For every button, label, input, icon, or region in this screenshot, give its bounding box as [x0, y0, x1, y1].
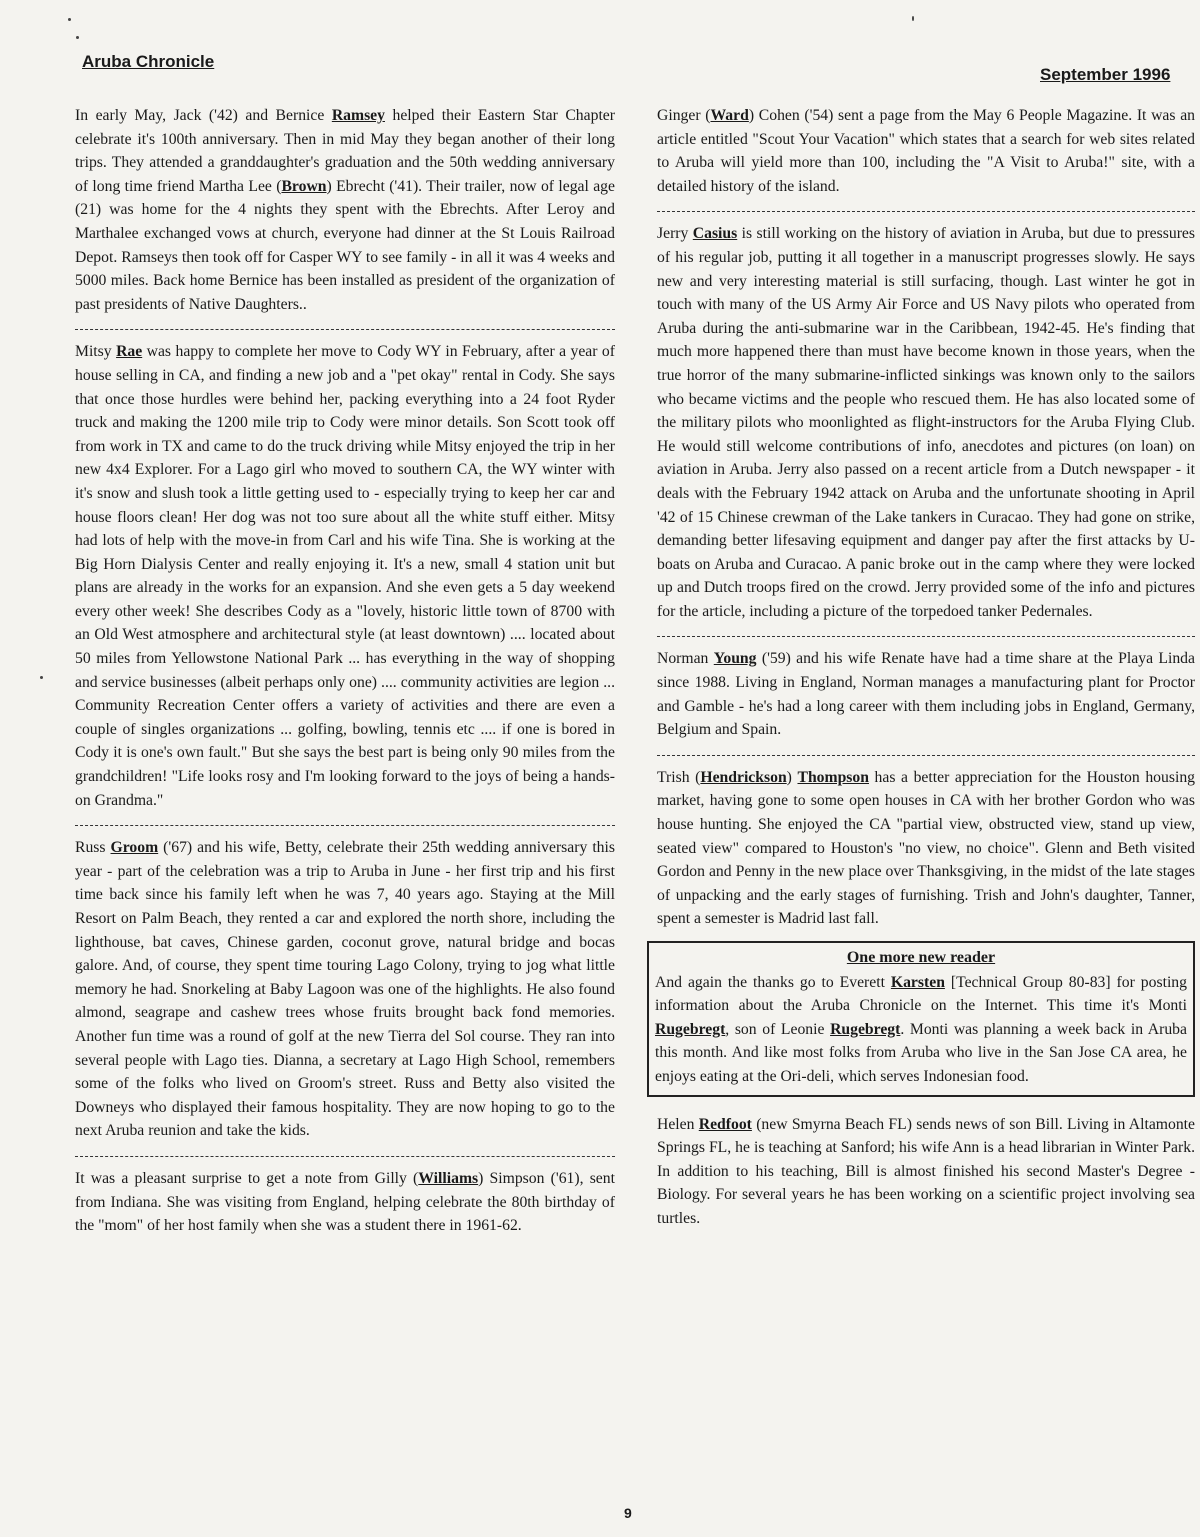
surname: Young	[713, 650, 757, 668]
paragraph-text: was happy to complete her move to Cody WY in February, after a year of house selling in CA, and finding a new job and a "pet okay" rental in Cody. She says that once those hurdles were behind her, packing everything into a 24 foot Ryder truck and making the 1200 mile trip to Cody were minor details. Son Scott took off from work in TX and came to do the truck driving while Mitsy enjoyed the trip in her new 4x4 Explorer. For a Lago girl who moved to southern CA, the WY winter with it's snow and slush took a little getting used to - especially trying to keep her car and house floors clean! Her dog was not too sure about all the white stuff either. Mitsy had lots of help with the move-in from Carl and his wife Tina. She is working at the Big Horn Dialysis Center and really enjoying it. It's a new, small 4 station unit but plans are already in the works for an expansion. And she even gets a 5 day weekend every other week! She describes Cody as a "lovely, historic little town of 8700 with an Old West atmosphere and architectural style (at least downtown) .... located about 50 miles from Yellowstone National Park ... has everything in the way of shopping and service businesses (albeit perhaps only one) .... community activities are legion ... Community Recreation Center offers a variety of activities and there are even a couple of singles organizations ... golfing, bowling, tennis etc .... if one is bored in Cody it is one's own fault." But she says the best part is being only 90 miles from the grandchildren! "Life looks rosy and I'm looking forward to the joys of being a hands-on Grandma."	[75, 343, 615, 809]
paragraph-text: )	[786, 768, 798, 786]
paragraph-text: (new Smyrna Beach FL) sends news of son Bill. Living in Altamonte Springs FL, he is teaching at Sanford; his wife Ann is a head librarian in Winter Park. In addition to his teaching, Bill is almost finished his second Master's Degree - Biology. For several years he has been working on a scientific project involving sea turtles.	[657, 1115, 1195, 1227]
box-title: One more new reader	[846, 949, 996, 966]
paragraph-text: ('59) and his wife Renate have had a time share at the Playa Linda since 1988. Living in England, Norman manages a manufacturing plant for Proctor and Gamble - he's had a long career with them including jobs in England, Germany, Belgium and Spain.	[657, 650, 1195, 739]
paragraph-text: Helen	[657, 1115, 699, 1133]
surname: Thompson	[797, 768, 869, 786]
article-young	[657, 647, 1195, 741]
article-casius	[657, 222, 1195, 623]
paragraph-text: . Monti was planning a week back in Aruba this month. And like most folks from Aruba who live in the San Jose CA area, he enjoys eating at the Ori-deli, which serves Indonesian food.	[655, 1020, 1187, 1085]
paragraph-text: is still working on the history of aviation in Aruba, but due to pressures of his regular job, putting it all together in a manuscript progresses slowly. He says new and very interesting material is still surfacing, though. Last winter he got in touch with many of the US Army Air Force and US Navy pilots who operated from Aruba during the anti-submarine war in the Caribbean, 1942-45. He's finding that much more happened there than must have become known in those years, when the true horror of the many submarine-inflicted sinkings was known only to the sailors who became victims and the people who rescued them. He has also located some of the military pilots who moonlighted as flight-instructors for the Aruba Flying Club. He would still welcome contributions of info, anecdotes and pictures (on loan) on aviation in Aruba. Jerry also passed on a recent article from a Dutch newspaper - it deals with the February 1942 attack on Aruba and the unfortunate shooting in April '42 of 15 Chinese crewman of the Lake tankers in Curacao. They had gone on strike, demanding better lifesaving equipment and danger pay after the first attacks by U-boats on Aruba and Curacao. A panic broke out in the camp where they were locked up and Dutch troops fired on the crowd. Jerry provided some of the info and pictures for the article, including a picture of the torpedoed tanker Pedernales.	[657, 225, 1195, 620]
article-groom	[75, 836, 615, 1143]
scan-speck	[76, 36, 79, 39]
new-reader-box	[647, 941, 1195, 1097]
surname: Rugebregt	[655, 1020, 726, 1038]
newsletter-title: Aruba Chronicle	[82, 52, 215, 71]
paragraph-text: Trish (	[657, 768, 701, 786]
surname: Rae	[116, 343, 143, 361]
article-ramsey	[75, 104, 615, 316]
article-redfoot	[657, 1113, 1195, 1231]
scan-speck	[68, 18, 71, 21]
dashed-divider	[657, 636, 1195, 637]
surname: Hendrickson	[700, 768, 787, 786]
article-thompson	[657, 766, 1195, 931]
paragraph-text: Ginger (	[657, 107, 711, 124]
paragraph-text: In early May, Jack ('42) and Bernice	[75, 107, 332, 124]
scan-speck	[40, 676, 43, 679]
scan-speck	[912, 16, 914, 21]
surname: Brown	[281, 177, 327, 195]
paragraph-text: helped their Eastern Star Chapter celebrate it's 100th anniversary. Then in mid May they began another of their long trips. They attended a granddaughter's graduation and the 50th wedding anniversary of long time friend Martha Lee (	[75, 107, 615, 195]
article-ward	[657, 104, 1195, 198]
dashed-divider	[75, 1156, 615, 1157]
article-rae	[75, 340, 615, 812]
surname: Casius	[692, 225, 738, 243]
surname: Ward	[710, 107, 749, 124]
paragraph-text: And again the thanks go to Everett	[655, 973, 891, 991]
dashed-divider	[75, 329, 615, 330]
dashed-divider	[657, 211, 1195, 212]
dashed-divider	[657, 755, 1195, 756]
article-williams	[75, 1167, 615, 1238]
paragraph-text: It was a pleasant surprise to get a note from Gilly (	[75, 1169, 419, 1187]
issue-date: September 1996	[1040, 65, 1171, 84]
paragraph-text: has a better appreciation for the Houston housing market, having gone to some open houses in CA with her brother Gordon who was house hunting. She enjoyed the CA "partial view, obstructed view, stand up view, seated view" compared to Houston's "no view, no choice". Glenn and Beth visited Gordon and Penny in the new place over Thanksgiving, in the midst of the late stages of unpacking and the early stages of furnishing. Trish and John's daughter, Tanner, spent a semester is Madrid last fall.	[657, 768, 1196, 928]
article-karsten	[655, 971, 1187, 1089]
right-column	[657, 104, 1195, 1231]
surname: Karsten	[890, 973, 945, 991]
surname: Ramsey	[331, 107, 385, 124]
surname: Groom	[110, 839, 159, 857]
paragraph-text: ) Ebrecht ('41). Their trailer, now of legal age (21) was home for the 4 nights they spent with the Ebrechts. After Leroy and Marthalee exchanged vows at church, everyone had dinner at the St Louis Railroad Depot. Ramseys then took off for Casper WY to see family - in all it was 4 weeks and 5000 miles. Back home Bernice has been installed as president of the organization of past presidents of Native Daughters..	[75, 177, 615, 313]
surname: Rugebregt	[830, 1020, 901, 1038]
paragraph-text: ) Simpson ('61), sent from Indiana. She was visiting from England, helping celebrate the 80th birthday of the "mom" of her host family when she was a student there in 1961-62.	[75, 1169, 615, 1235]
dashed-divider	[75, 825, 615, 826]
paragraph-text: Mitsy	[75, 343, 117, 361]
paragraph-text: , son of Leonie	[725, 1020, 831, 1038]
paragraph-text: ) Cohen ('54) sent a page from the May 6 People Magazine. It was an article entitled "Scout Your Vacation" which states that a search for web sites related to Aruba will yield more than 100, including the "A Visit to Aruba!" site, with a detailed history of the island.	[657, 107, 1195, 195]
paragraph-text: Jerry	[657, 225, 693, 243]
surname: Williams	[418, 1169, 479, 1187]
paragraph-text: Russ	[75, 839, 111, 857]
surname: Redfoot	[698, 1115, 752, 1133]
page-number: 9	[624, 1505, 632, 1521]
paragraph-text: Norman	[657, 650, 714, 668]
paragraph-text: ('67) and his wife, Betty, celebrate their 25th wedding anniversary this year - part of the celebration was a trip to Aruba in June - her first trip and his first time back since his family left when he was 7, 40 years ago. Staying at the Mill Resort on Palm Beach, they rented a car and explored the north shore, including the lighthouse, bat caves, Chinese garden, coconut grove, natural bridge and bocas galore. And, of course, they spent time touring Lago Colony, trying to jog what little memory he had. Snorkeling at Baby Lagoon was one of the highlights. He also found almond, seagrape and cashew trees whose fruits brought back fond memories. Another fun time was a round of golf at the new Tierra del Sol course. They ran into several people with Lago ties. Dianna, a secretary at Lago High School, remembers some of the folks who lived on Groom's street. Russ and Betty also visited the Downeys who displayed their famous hospitality. They are now hoping to go to the next Aruba reunion and take the kids.	[75, 839, 615, 1140]
left-column	[75, 104, 615, 1238]
paragraph-text: [Technical Group 80-83] for posting information about the Aruba Chronicle on the Internet. This time it's Monti	[655, 973, 1187, 1015]
